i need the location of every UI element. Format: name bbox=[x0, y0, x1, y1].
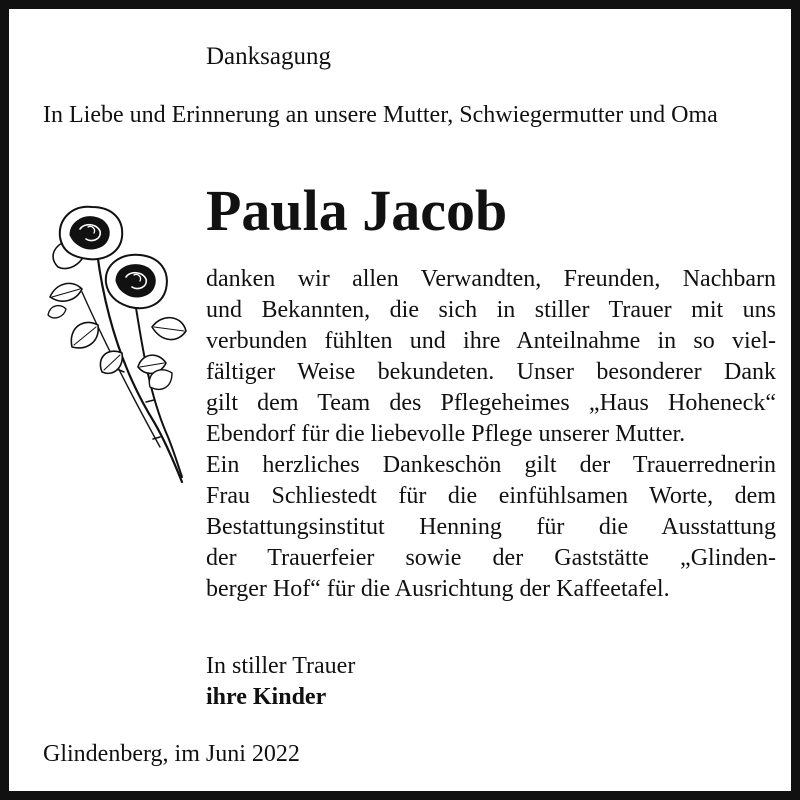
body-line: Frau Schliestedt für die einfühlsamen Worte, dem bbox=[206, 483, 776, 509]
thanks-body bbox=[206, 264, 776, 605]
closing-block bbox=[206, 651, 355, 713]
body-line: Bestattungsinstitut Henning für die Ausstattung bbox=[206, 514, 776, 540]
body-line: danken wir allen Verwandten, Freunden, Nachbarn bbox=[206, 266, 776, 292]
closing-phrase: In stiller Trauer bbox=[206, 653, 356, 679]
body-line: Ebendorf für die liebevolle Pflege unserer Mutter. bbox=[206, 421, 686, 447]
body-line: der Trauerfeier sowie der Gaststätte „Glinden- bbox=[206, 545, 776, 571]
body-line: berger Hof“ für die Ausrichtung der Kaffeetafel. bbox=[206, 576, 670, 602]
intro-text: In Liebe und Erinnerung an unsere Mutter, Schwiegermutter und Oma bbox=[43, 102, 718, 128]
deceased-name: Paula Jacob bbox=[206, 178, 508, 243]
body-line: fältiger Weise bekundeten. Unser besonderer Dank bbox=[206, 359, 776, 385]
body-line: gilt dem Team des Pflegeheimes „Haus Hoheneck“ bbox=[206, 390, 776, 416]
place-date: Glindenberg, im Juni 2022 bbox=[43, 741, 300, 767]
roses-illustration-icon bbox=[42, 197, 192, 487]
notice-heading: Danksagung bbox=[206, 43, 331, 70]
body-line: Ein herzliches Dankeschön gilt der Trauerrednerin bbox=[206, 452, 776, 478]
body-line: und Bekannten, die sich in stiller Trauer mit uns bbox=[206, 297, 776, 323]
body-line: verbunden fühlten und ihre Anteilnahme in so viel- bbox=[206, 328, 776, 354]
signers: ihre Kinder bbox=[206, 684, 327, 710]
